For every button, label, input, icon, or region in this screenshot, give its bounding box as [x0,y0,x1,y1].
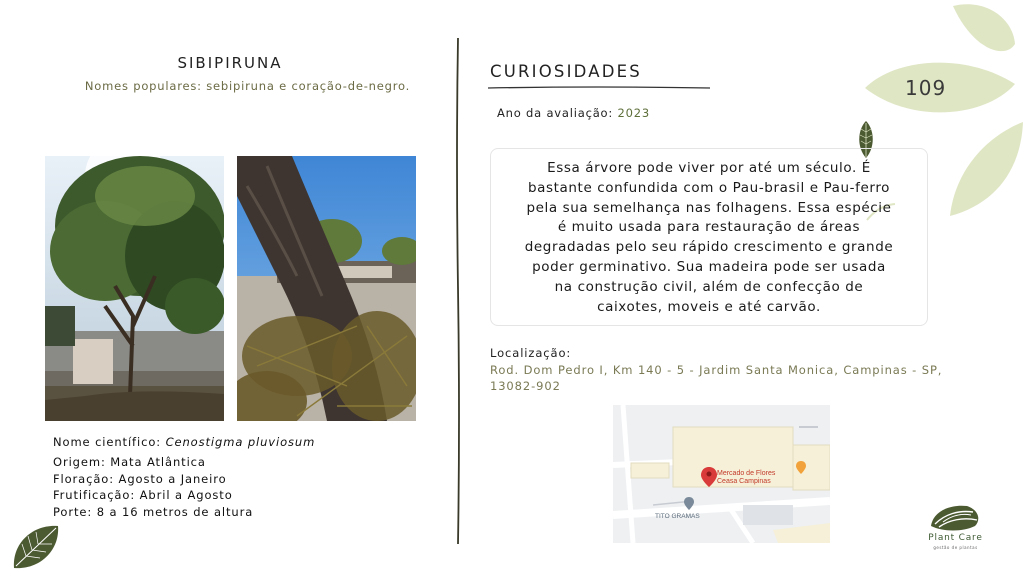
curiosities-heading: CURIOSIDADES [490,62,642,81]
trunk-photo [237,156,416,421]
brand-tagline: gestão de plantas [933,545,978,550]
size: Porte: 8 a 16 metros de altura [53,505,254,519]
popular-names: Nomes populares: sebipiruna e coração-de-negro. [84,79,411,93]
curiosity-line: degradadas pelo seu rápido crescimento e grande [524,239,894,256]
curiosities-text-box [490,148,928,326]
scientific-name-label: Nome científico: [53,435,166,449]
plant-care-logo [929,502,981,532]
curiosity-line: é muito usada para restauração de áreas [557,219,861,236]
map-place-line2: Ceasa Campinas [717,478,771,485]
leaf-decoration-bottom-left [8,520,63,572]
origin: Origem: Mata Atlântica [53,455,206,469]
location-address [490,362,960,394]
address-line-2: 13082-902 [490,379,561,393]
fruiting: Frutificação: Abril a Agosto [53,488,233,502]
plant-title: SIBIPIRUNA [177,54,283,72]
evaluation-year-label: Ano da avaliação: [497,106,618,120]
evaluation-year-value: 2023 [617,106,650,120]
address-line-1: Rod. Dom Pedro I, Km 140 - 5 - Jardim Santa Monica, Campinas - SP, [490,363,943,377]
location-map[interactable] [613,405,830,543]
curiosity-line: bastante confundida com o Pau-brasil e Pau-ferro [527,179,891,196]
heading-underline [488,85,713,91]
map-place-line1: Mercado de Flores [717,470,776,477]
curiosity-line: na construção civil, além de confecção de [554,278,864,295]
curiosity-line: caixotes, moveis e até carvão. [597,298,821,315]
evaluation-year [497,106,650,120]
scientific-name: Cenostigma pluviosum [165,435,316,449]
curiosity-line: poder germinativo. Sua madeira pode ser usada [532,258,886,275]
curiosity-line: pela sua semelhança nas folhagens. Essa espécie [526,199,892,216]
flowering: Floração: Agosto a Janeiro [53,472,227,486]
column-divider [455,38,461,544]
brand-name: Plant Care [928,533,983,543]
map-nearby-label: TITO GRAMAS [655,513,700,520]
tree-photo [45,156,224,421]
curiosity-line: Essa árvore pode viver por até um século. É [547,160,871,176]
page-number: 109 [905,76,947,100]
location-label: Localização: [490,346,572,360]
scientific-name-row [53,435,315,449]
